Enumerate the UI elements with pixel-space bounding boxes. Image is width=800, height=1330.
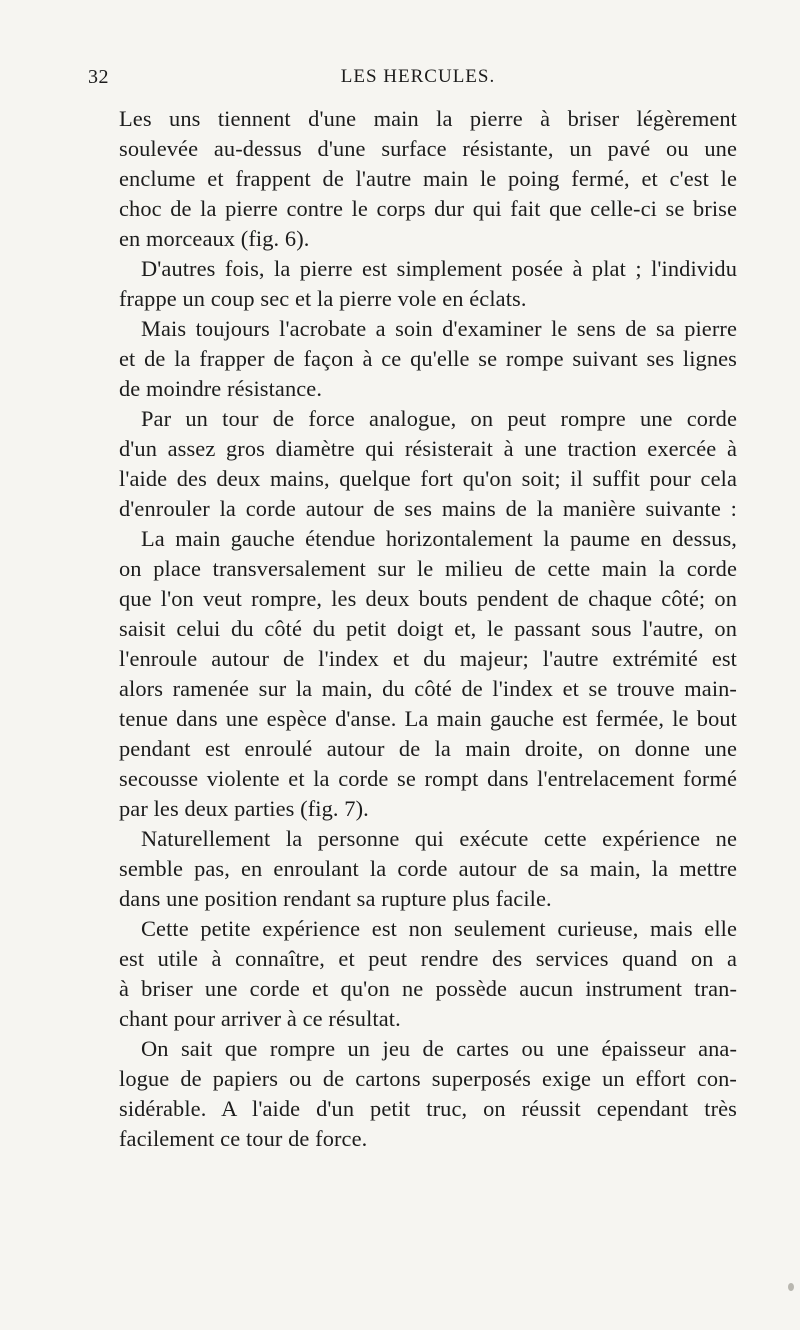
text-line: et de la frapper de façon à ce qu'elle se rompe suivant ses lignes bbox=[119, 346, 737, 371]
text-line: enclume et frappent de l'autre main le poing fermé, et c'est le bbox=[119, 166, 737, 191]
text-line: l'aide des deux mains, quelque fort qu'on soit; il suffit pour cela bbox=[119, 466, 737, 491]
text-line: chant pour arriver à ce résultat. bbox=[119, 1006, 401, 1031]
text-line: semble pas, en enroulant la corde autour de sa main, la mettre bbox=[119, 856, 737, 881]
text-line: saisit celui du côté du petit doigt et, le passant sous l'autre, on bbox=[119, 616, 737, 641]
text-line: de moindre résistance. bbox=[119, 376, 323, 401]
text-line: tenue dans une espèce d'anse. La main gauche est fermée, le bout bbox=[119, 706, 737, 731]
text-line: On sait que rompre un jeu de cartes ou une épaisseur ana- bbox=[141, 1036, 737, 1061]
text-line: en morceaux (fig. 6). bbox=[119, 226, 310, 251]
body-text bbox=[119, 104, 737, 1154]
text-line: pendant est enroulé autour de la main droite, on donne une bbox=[119, 736, 737, 761]
text-line: à briser une corde et qu'on ne possède aucun instrument tran- bbox=[119, 976, 737, 1001]
text-line: choc de la pierre contre le corps dur qui fait que celle-ci se brise bbox=[119, 196, 737, 221]
text-line: d'enrouler la corde autour de ses mains de la manière suivante : bbox=[119, 496, 737, 521]
text-line: soulevée au-dessus d'une surface résistante, un pavé ou une bbox=[119, 136, 737, 161]
text-line: Les uns tiennent d'une main la pierre à briser légèrement bbox=[119, 106, 737, 131]
text-line: l'enroule autour de l'index et du majeur; l'autre extrémité est bbox=[119, 646, 737, 671]
text-line: Mais toujours l'acrobate a soin d'examiner le sens de sa pierre bbox=[141, 316, 737, 341]
text-line: est utile à connaître, et peut rendre des services quand on a bbox=[119, 946, 737, 971]
page-header bbox=[88, 66, 748, 94]
text-line: logue de papiers ou de cartons superposés exige un effort con- bbox=[119, 1066, 737, 1091]
running-title: LES HERCULES. bbox=[340, 66, 496, 87]
text-line: dans une position rendant sa rupture plus facile. bbox=[119, 886, 552, 911]
text-line: facilement ce tour de force. bbox=[119, 1126, 368, 1151]
text-line: La main gauche étendue horizontalement la paume en dessus, bbox=[141, 526, 737, 551]
text-line: alors ramenée sur la main, du côté de l'index et se trouve main- bbox=[119, 676, 737, 701]
text-line: on place transversalement sur le milieu de cette main la corde bbox=[119, 556, 737, 581]
text-line: Naturellement la personne qui exécute cette expérience ne bbox=[141, 826, 737, 851]
text-line: d'un assez gros diamètre qui résisterait à une traction exercée à bbox=[119, 436, 737, 461]
text-line: Par un tour de force analogue, on peut rompre une corde bbox=[141, 406, 737, 431]
text-line: par les deux parties (fig. 7). bbox=[119, 796, 369, 821]
text-line: frappe un coup sec et la pierre vole en éclats. bbox=[119, 286, 527, 311]
text-line: que l'on veut rompre, les deux bouts pendent de chaque côté; on bbox=[119, 586, 737, 611]
text-line: Cette petite expérience est non seulement curieuse, mais elle bbox=[141, 916, 737, 941]
text-line: D'autres fois, la pierre est simplement posée à plat ; l'individu bbox=[141, 256, 737, 281]
page-number: 32 bbox=[88, 66, 109, 88]
paper-speck bbox=[788, 1283, 794, 1291]
text-line: secousse violente et la corde se rompt dans l'entrelacement formé bbox=[119, 766, 737, 791]
text-line: sidérable. A l'aide d'un petit truc, on réussit cependant très bbox=[119, 1096, 737, 1121]
